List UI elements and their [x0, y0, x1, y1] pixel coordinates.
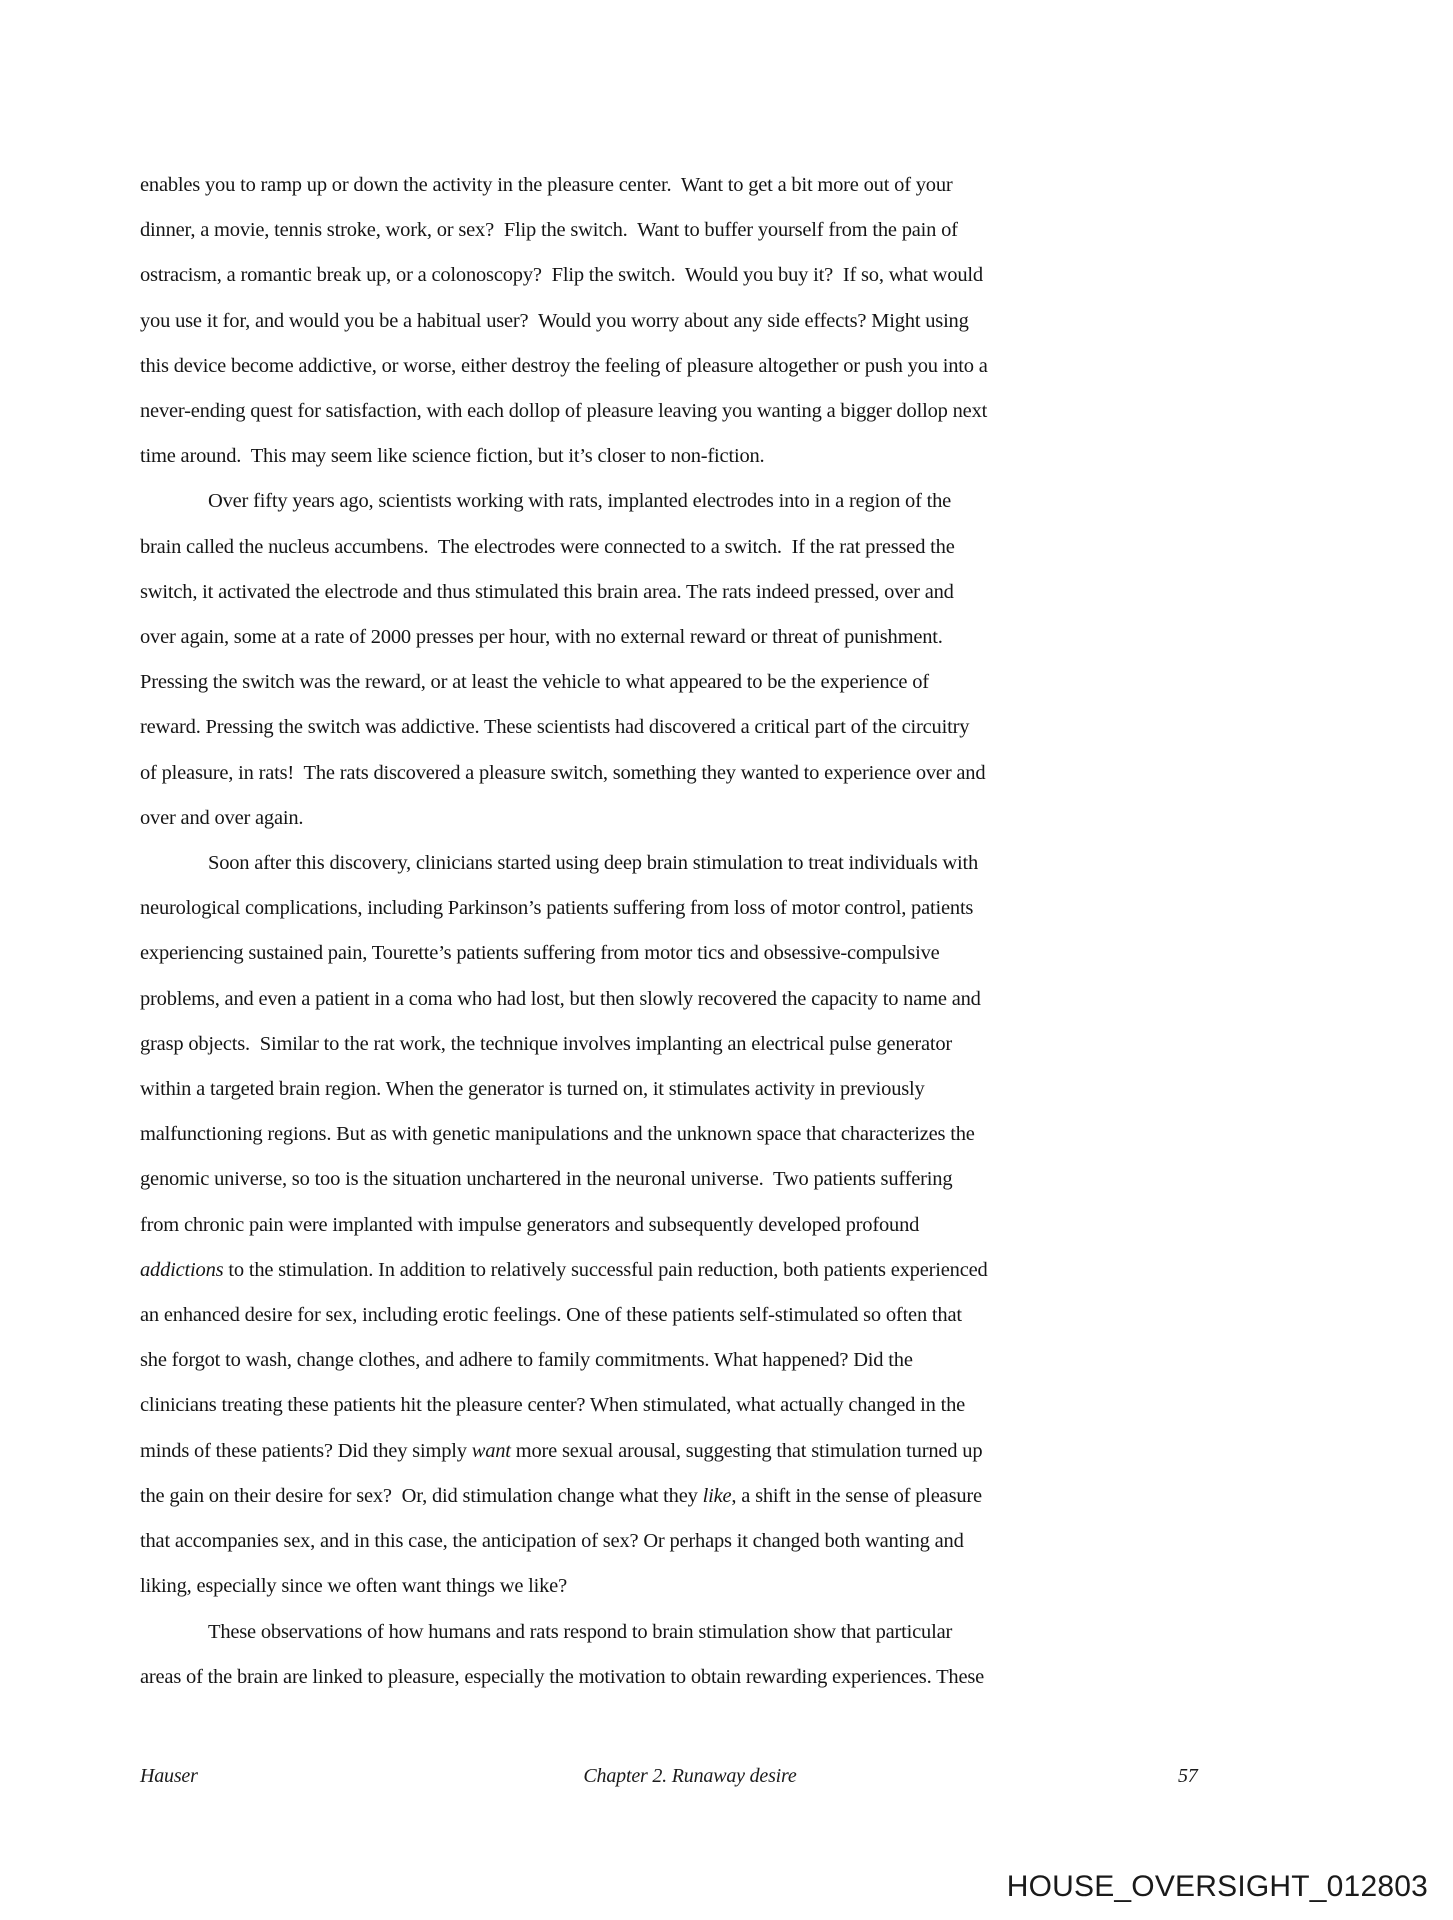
text-line: problems, and even a patient in a coma who had lost, but then slowly recovered the capacity to name and	[140, 987, 981, 1010]
text-line: genomic universe, so too is the situation unchartered in the neuronal universe. Two patients suffering	[140, 1168, 953, 1191]
text-line: the gain on their desire for sex? Or, did stimulation change what they like, a shift in the sense of pleasure	[140, 1484, 982, 1507]
text-line: switch, it activated the electrode and thus stimulated this brain area. The rats indeed pressed, over and	[140, 580, 954, 603]
text-line: from chronic pain were implanted with impulse generators and subsequently developed profound	[140, 1213, 920, 1236]
text-line: that accompanies sex, and in this case, the anticipation of sex? Or perhaps it changed both wanting and	[140, 1530, 964, 1553]
bates-stamp: HOUSE_OVERSIGHT_012803	[1006, 1870, 1428, 1903]
text-line: experiencing sustained pain, Tourette’s patients suffering from motor tics and obsessive-compulsive	[140, 942, 940, 965]
text-line: malfunctioning regions. But as with genetic manipulations and the unknown space that characterizes the	[140, 1123, 975, 1146]
text-line: ostracism, a romantic break up, or a colonoscopy? Flip the switch. Would you buy it? If so, what would	[140, 264, 983, 287]
text-line: she forgot to wash, change clothes, and adhere to family commitments. What happened? Did the	[140, 1349, 913, 1372]
footer-author: Hauser	[140, 1765, 198, 1787]
text-line: dinner, a movie, tennis stroke, work, or sex? Flip the switch. Want to buffer yourself from the pain of	[140, 219, 958, 242]
text-line: Soon after this discovery, clinicians started using deep brain stimulation to treat individuals with	[208, 852, 979, 875]
text-line: neurological complications, including Parkinson’s patients suffering from loss of motor control, patients	[140, 897, 974, 920]
text-line: addictions to the stimulation. In addition to relatively successful pain reduction, both patients experienced	[140, 1258, 988, 1281]
text-line: over and over again.	[140, 806, 304, 829]
text-line: brain called the nucleus accumbens. The electrodes were connected to a switch. If the rat pressed the	[140, 535, 955, 558]
text-line: you use it for, and would you be a habitual user? Would you worry about any side effects? Might using	[140, 309, 969, 332]
footer-chapter-title: Chapter 2. Runaway desire	[583, 1765, 797, 1787]
text-line: never-ending quest for satisfaction, with each dollop of pleasure leaving you wanting a bigger dollop next	[140, 400, 988, 423]
text-line: clinicians treating these patients hit the pleasure center? When stimulated, what actually changed in the	[140, 1394, 966, 1417]
text-line: Over fifty years ago, scientists working with rats, implanted electrodes into in a region of the	[208, 490, 952, 513]
text-line: areas of the brain are linked to pleasure, especially the motivation to obtain rewarding experiences. These	[140, 1665, 985, 1688]
text-line: time around. This may seem like science fiction, but it’s closer to non-fiction.	[140, 445, 765, 468]
text-line: reward. Pressing the switch was addictive. These scientists had discovered a critical part of the circuitry	[140, 716, 970, 739]
text-line: enables you to ramp up or down the activity in the pleasure center. Want to get a bit more out of your	[140, 174, 953, 196]
text-line: an enhanced desire for sex, including erotic feelings. One of these patients self-stimulated so often that	[140, 1304, 962, 1327]
text-line: Pressing the switch was the reward, or at least the vehicle to what appeared to be the experience of	[140, 671, 929, 694]
text-line: grasp objects. Similar to the rat work, the technique involves implanting an electrical pulse generator	[140, 1032, 953, 1055]
page-footer	[140, 1765, 1240, 1795]
text-line: minds of these patients? Did they simply want more sexual arousal, suggesting that stimulation turned up	[140, 1439, 983, 1462]
text-line: of pleasure, in rats! The rats discovered a pleasure switch, something they wanted to experience over and	[140, 761, 986, 784]
text-line: liking, especially since we often want things we like?	[140, 1575, 567, 1598]
footer-page-number: 57	[1178, 1765, 1198, 1787]
text-line: These observations of how humans and rats respond to brain stimulation show that particular	[208, 1620, 953, 1643]
text-line: this device become addictive, or worse, either destroy the feeling of pleasure altogether or push you into a	[140, 354, 988, 377]
text-line: over again, some at a rate of 2000 presses per hour, with no external reward or threat of punishment.	[140, 626, 943, 649]
document-body	[140, 163, 1050, 1700]
text-line: within a targeted brain region. When the generator is turned on, it stimulates activity in previously	[140, 1078, 925, 1101]
